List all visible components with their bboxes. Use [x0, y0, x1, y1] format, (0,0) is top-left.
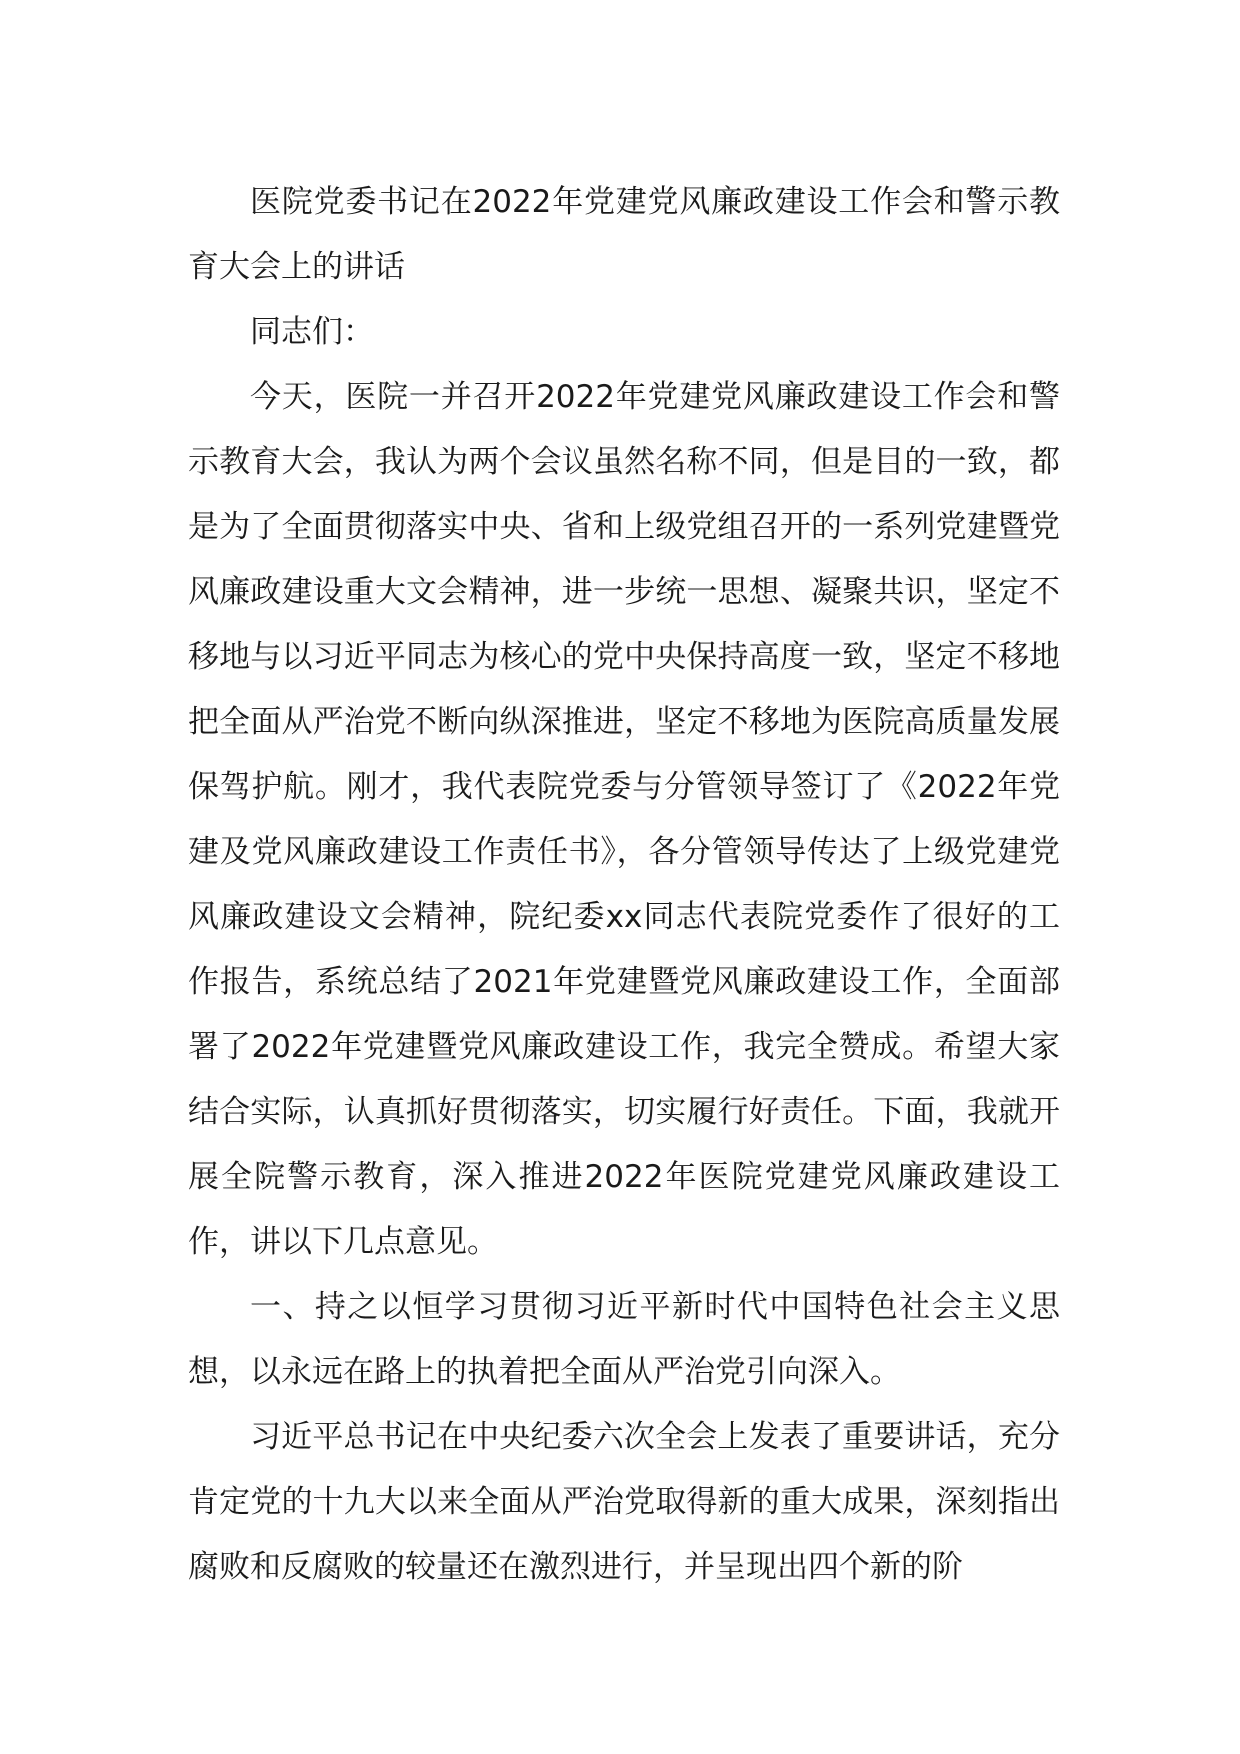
paragraph-intro: 今天，医院一并召开2022年党建党风廉政建设工作会和警示教育大会，我认为两个会议虽然名称不同，但是目的一致，都是为了全面贯彻落实中央、省和上级党组召开的一系列党建暨党风廉政建设重大文会精神，进一步统一思想、凝聚共识，坚定不移地与以习近平同志为核心的党中央保持高度一致，坚定不移地把全面从严治党不断向纵深推进，坚定不移地为医院高质量发展保驾护航。刚才，我代表院党委与分管领导签订了《2022年党建及党风廉政建设工作责任书》，各分管领导传达了上级党建党风廉政建设文会精神，院纪委xx同志代表院党委作了很好的工作报告，系统总结了2021年党建暨党风廉政建设工作，全面部署了2022年党建暨党风廉政建设工作，我完全赞成。希望大家结合实际，认真抓好贯彻落实，切实履行好责任。下面，我就开展全院警示教育，深入推进2022年医院党建党风廉政建设工作，讲以下几点意见。: [188, 379, 1060, 1260]
paragraph-section-1: 习近平总书记在中央纪委六次全会上发表了重要讲话，充分肯定党的十九大以来全面从严治党取得新的重大成果，深刻指出腐败和反腐败的较量还在激烈进行，并呈现出四个新的阶: [188, 1419, 1060, 1585]
document-body: [188, 170, 1060, 1600]
document-title: 医院党委书记在2022年党建党风廉政建设工作会和警示教育大会上的讲话: [188, 184, 1060, 285]
salutation: 同志们：: [250, 314, 374, 350]
section-heading-1: 一、持之以恒学习贯彻习近平新时代中国特色社会主义思想，以永远在路上的执着把全面从严治党引向深入。: [188, 1289, 1060, 1390]
